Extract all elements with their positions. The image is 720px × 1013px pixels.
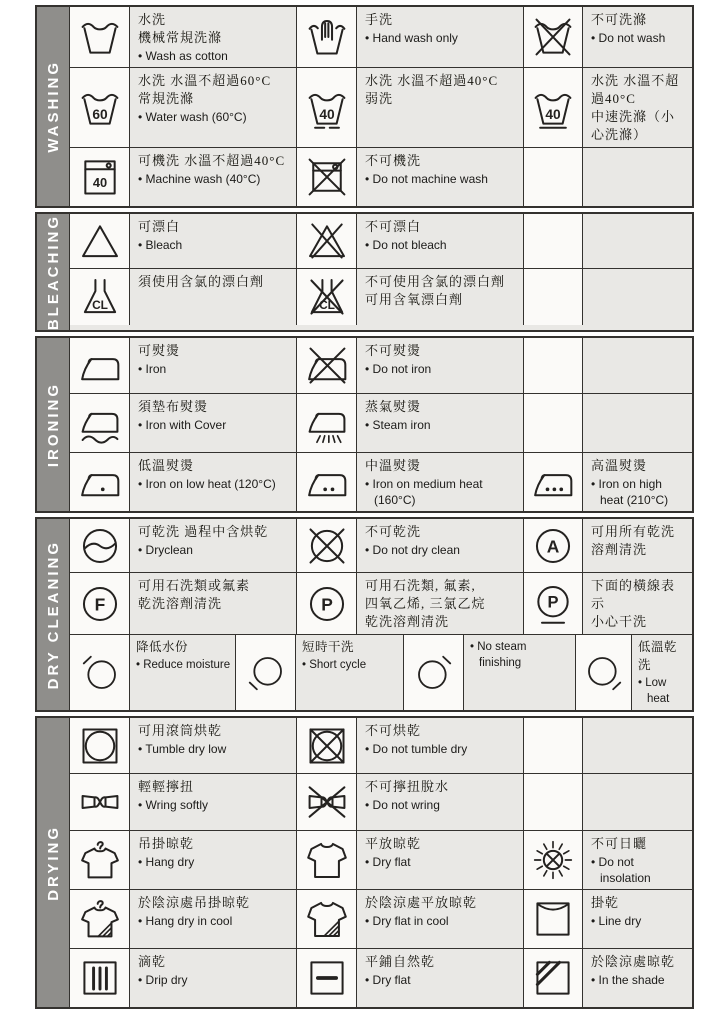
desc-cell <box>129 774 296 830</box>
desc-line: • Tumble dry low <box>138 742 227 757</box>
do-not-sun-icon <box>531 838 575 882</box>
symbol-cell <box>403 635 463 710</box>
desc-line: 於陰涼處平放晾乾 <box>365 895 478 911</box>
iron-high-icon <box>531 460 575 504</box>
section-sidebar-dry-cleaning <box>37 519 70 710</box>
desc-line: 不可洗滌 <box>591 12 648 27</box>
desc-line: 短時干洗 <box>302 640 355 655</box>
empty-desc-cell <box>582 718 692 773</box>
desc-line: • Water wash (60°C) <box>138 110 247 124</box>
do-not-tumble-dry-icon <box>305 724 349 768</box>
symbol-cell <box>70 269 129 325</box>
symbol-cell <box>70 7 129 67</box>
desc-line: 可用所有乾洗溶劑清洗 <box>591 524 676 558</box>
section-dry-cleaning <box>35 517 694 712</box>
iron-low-icon <box>78 460 122 504</box>
desc-cell <box>129 7 296 67</box>
symbol-row <box>70 147 692 206</box>
symbol-cell <box>70 453 129 511</box>
symbol-row <box>70 393 692 452</box>
symbol-cell <box>296 7 356 67</box>
desc-cell <box>582 453 692 511</box>
dry-flat-shirt-icon <box>305 838 349 882</box>
desc-line: 機械常規洗滌 <box>138 30 223 45</box>
desc-cell <box>129 831 296 889</box>
symbol-row <box>70 634 692 710</box>
desc-line: • Bleach <box>138 238 183 252</box>
line-dry-icon <box>531 897 575 941</box>
symbol-cell <box>523 573 582 634</box>
empty-symbol-cell <box>523 148 582 206</box>
svg-text:CL: CL <box>318 297 335 312</box>
desc-line: 蒸氣熨燙 <box>365 399 422 415</box>
symbol-cell <box>70 519 129 572</box>
desc-cell <box>129 890 296 948</box>
desc-line: 手洗 <box>365 12 394 27</box>
svg-text:P: P <box>320 594 333 615</box>
symbol-row <box>70 572 692 634</box>
section-label-dry-cleaning: DRY CLEANING <box>44 540 62 690</box>
desc-line: 四氧乙烯, 三氯乙烷 <box>365 596 486 612</box>
desc-cell <box>129 269 296 325</box>
empty-desc-cell <box>582 214 692 268</box>
desc-line: 水洗 水溫不超過40°C <box>591 73 680 106</box>
desc-line: 弱洗 <box>365 91 394 106</box>
desc-line: • Do not wash <box>591 31 666 45</box>
dry-flat-cool-icon <box>305 897 349 941</box>
symbol-row <box>70 268 692 325</box>
desc-cell <box>356 774 523 830</box>
desc-cell <box>129 635 235 710</box>
no-chlorine-bleach-icon <box>305 275 349 319</box>
section-drying <box>35 716 694 1009</box>
desc-cell <box>356 949 523 1007</box>
desc-line: • Steam iron <box>365 418 431 433</box>
desc-line: • Wash as cotton <box>138 49 228 63</box>
empty-symbol-cell <box>523 269 582 325</box>
symbol-row <box>70 452 692 511</box>
desc-line: 下面的橫線表示 <box>591 578 676 612</box>
desc-cell <box>129 453 296 511</box>
desc-line: 可用滾筒烘乾 <box>138 723 223 739</box>
desc-line: • Iron on low heat (120°C) <box>138 477 276 492</box>
desc-cell <box>295 635 403 710</box>
symbol-cell <box>296 831 356 889</box>
section-label-bleaching: BLEACHING <box>44 214 62 331</box>
desc-line: 不可烘乾 <box>365 723 422 739</box>
dryclean-f-icon <box>78 582 122 626</box>
desc-cell <box>356 573 523 634</box>
desc-line: • Low heat <box>638 677 670 706</box>
desc-line: 高溫熨燙 <box>591 458 648 474</box>
symbol-cell <box>70 774 129 830</box>
section-sidebar-ironing <box>37 338 70 511</box>
section-rows <box>70 718 692 1007</box>
desc-cell <box>582 7 692 67</box>
section-washing <box>35 5 694 208</box>
do-not-iron-icon <box>305 344 349 388</box>
desc-line: • Dry flat <box>365 973 411 988</box>
desc-cell <box>356 68 523 147</box>
symbol-cell <box>523 519 582 572</box>
empty-symbol-cell <box>523 338 582 393</box>
desc-cell <box>356 148 523 206</box>
svg-text:F: F <box>94 594 105 615</box>
desc-cell <box>582 890 692 948</box>
desc-line: 可用石洗類或氟素 <box>138 578 251 594</box>
desc-line: 可用含氧漂白劑 <box>365 292 464 307</box>
desc-line: • Dry flat in cool <box>365 914 449 929</box>
desc-line: 不可日曬 <box>591 836 648 852</box>
symbol-cell <box>575 635 631 710</box>
desc-line: 滴乾 <box>138 954 167 970</box>
desc-line: 平放晾乾 <box>365 836 422 852</box>
symbol-row <box>70 889 692 948</box>
do-not-machine-wash-icon <box>305 155 349 199</box>
svg-text:40: 40 <box>318 106 335 122</box>
desc-cell <box>356 453 523 511</box>
desc-line: 不可擰扭脫水 <box>365 779 450 795</box>
desc-line: • Iron on medium heat (160°C) <box>365 477 483 508</box>
section-rows <box>70 338 692 511</box>
desc-line: 不可使用含氯的漂白劑 <box>365 274 506 289</box>
desc-cell <box>356 519 523 572</box>
desc-line: • Do not iron <box>365 362 432 377</box>
symbol-cell <box>70 68 129 147</box>
desc-line: 不可機洗 <box>365 153 422 168</box>
symbol-cell <box>70 831 129 889</box>
desc-cell <box>129 148 296 206</box>
symbol-row <box>70 718 692 773</box>
dryclean-circle-icon <box>78 524 122 568</box>
section-label-washing: WASHING <box>44 60 62 153</box>
symbol-cell <box>70 338 129 393</box>
desc-cell <box>356 890 523 948</box>
steam-iron-icon <box>305 401 349 445</box>
reduce-moisture-icon <box>80 653 120 693</box>
empty-desc-cell <box>582 394 692 452</box>
desc-line: • Do not tumble dry <box>365 742 468 757</box>
desc-line: • No steam finishing <box>470 641 527 670</box>
desc-cell <box>582 573 692 634</box>
desc-line: • Dryclean <box>138 543 193 558</box>
symbol-cell <box>70 890 129 948</box>
desc-line: 常規洗滌 <box>138 91 195 106</box>
section-rows <box>70 7 692 206</box>
desc-cell <box>356 269 523 325</box>
tumble-dry-icon <box>78 724 122 768</box>
dryclean-a-icon <box>531 524 575 568</box>
symbol-cell <box>70 718 129 773</box>
desc-cell <box>129 718 296 773</box>
section-ironing <box>35 336 694 513</box>
symbol-cell <box>70 214 129 268</box>
symbol-row <box>70 67 692 147</box>
symbol-cell <box>296 214 356 268</box>
desc-cell <box>463 635 575 710</box>
wash-40-gentle-icon <box>305 86 349 130</box>
symbol-cell <box>70 394 129 452</box>
hang-dry-icon <box>78 838 122 882</box>
desc-cell <box>582 831 692 889</box>
desc-line: • Dry flat <box>365 855 411 870</box>
section-label-ironing: IRONING <box>44 382 62 468</box>
desc-line: • Reduce moisture <box>136 659 231 672</box>
desc-cell <box>356 831 523 889</box>
desc-cell <box>129 214 296 268</box>
wash-60-icon <box>78 86 122 130</box>
do-not-dryclean-icon <box>305 524 349 568</box>
desc-line: • Do not dry clean <box>365 543 460 558</box>
symbol-cell <box>296 949 356 1007</box>
desc-line: 小心干洗 <box>591 614 648 630</box>
symbol-cell <box>523 7 582 67</box>
desc-line: • Do not bleach <box>365 238 447 252</box>
empty-symbol-cell <box>523 394 582 452</box>
desc-line: 水洗 水溫不超過40°C <box>365 73 499 88</box>
desc-line: • Drip dry <box>138 973 188 988</box>
symbol-cell <box>523 890 582 948</box>
desc-line: • Iron on high heat (210°C) <box>591 477 669 508</box>
svg-text:60: 60 <box>91 106 108 122</box>
desc-line: • Hang dry <box>138 855 195 870</box>
machine-wash-40-icon <box>78 155 122 199</box>
empty-desc-cell <box>582 148 692 206</box>
desc-cell <box>129 394 296 452</box>
desc-line: 須使用含氯的漂白劑 <box>138 274 265 289</box>
dryclean-p-gentle-icon <box>531 582 575 626</box>
wring-icon <box>78 780 122 824</box>
symbol-row <box>70 773 692 830</box>
desc-cell <box>129 573 296 634</box>
desc-line: 不可熨燙 <box>365 343 422 359</box>
symbol-cell <box>296 394 356 452</box>
desc-line: 中速洗滌（小心洗滌） <box>591 109 676 142</box>
symbol-cell <box>70 949 129 1007</box>
symbol-cell <box>296 338 356 393</box>
do-not-bleach-icon <box>305 219 349 263</box>
section-label-drying: DRYING <box>44 824 62 901</box>
desc-line: • Iron <box>138 362 167 377</box>
no-steam-icon <box>414 653 454 693</box>
iron-medium-icon <box>305 460 349 504</box>
wash-40-medium-icon <box>531 86 575 130</box>
symbol-cell <box>70 635 129 710</box>
desc-cell <box>582 68 692 147</box>
empty-desc-cell <box>582 338 692 393</box>
desc-line: 乾洗溶劑清洗 <box>138 596 223 612</box>
section-sidebar-washing <box>37 7 70 206</box>
desc-cell <box>631 635 692 710</box>
desc-line: 平鋪自然乾 <box>365 954 436 970</box>
desc-line: • Hang dry in cool <box>138 914 233 929</box>
svg-text:40: 40 <box>545 106 561 122</box>
dryclean-p-icon <box>305 582 349 626</box>
desc-line: 可用石洗類, 氟素, <box>365 578 476 594</box>
desc-cell <box>356 214 523 268</box>
symbol-cell <box>296 718 356 773</box>
empty-symbol-cell <box>523 774 582 830</box>
desc-line: • In the shade <box>591 973 665 988</box>
section-sidebar-bleaching <box>37 214 70 330</box>
symbol-cell <box>296 890 356 948</box>
desc-line: 不可漂白 <box>365 219 422 234</box>
symbol-cell <box>296 269 356 325</box>
symbol-row <box>70 519 692 572</box>
desc-line: 不可乾洗 <box>365 524 422 540</box>
desc-line: 於陰涼處晾乾 <box>591 954 676 970</box>
desc-line: 可機洗 水溫不超過40°C <box>138 153 286 168</box>
do-not-wring-icon <box>305 780 349 824</box>
desc-line: 可熨燙 <box>138 343 181 359</box>
desc-line: 輕輕擰扭 <box>138 779 195 795</box>
wash-tub-icon <box>78 15 122 59</box>
desc-line: 降低水份 <box>136 640 189 655</box>
desc-line: • Short cycle <box>302 659 367 672</box>
symbol-cell <box>296 774 356 830</box>
desc-line: • Do not insolation <box>591 855 651 886</box>
svg-text:A: A <box>546 536 560 557</box>
symbol-row <box>70 7 692 67</box>
desc-cell <box>356 394 523 452</box>
desc-cell <box>356 7 523 67</box>
desc-line: 低溫乾洗 <box>638 640 678 673</box>
desc-line: 乾洗溶劑清洗 <box>365 614 450 630</box>
desc-line: 可乾洗 過程中含烘乾 <box>138 524 269 540</box>
section-bleaching <box>35 212 694 332</box>
desc-line: 須墊布熨燙 <box>138 399 209 415</box>
desc-cell <box>129 519 296 572</box>
symbol-cell <box>296 68 356 147</box>
dry-flat-icon <box>305 956 349 1000</box>
empty-symbol-cell <box>523 718 582 773</box>
symbol-cell <box>70 148 129 206</box>
hand-wash-icon <box>305 15 349 59</box>
desc-cell <box>129 949 296 1007</box>
symbol-cell <box>70 573 129 634</box>
symbol-cell <box>523 453 582 511</box>
do-not-wash-icon <box>531 15 575 59</box>
desc-line: 低溫熨燙 <box>138 458 195 474</box>
empty-desc-cell <box>582 774 692 830</box>
desc-line: • Do not machine wash <box>365 172 488 186</box>
desc-line: 於陰涼處吊掛晾乾 <box>138 895 251 911</box>
in-shade-icon <box>531 956 575 1000</box>
iron-with-cover-icon <box>78 401 122 445</box>
desc-line: • Hand wash only <box>365 31 458 45</box>
section-rows <box>70 519 692 710</box>
desc-cell <box>129 338 296 393</box>
desc-line: 水洗 水溫不超過60°C <box>138 73 272 88</box>
symbol-row <box>70 338 692 393</box>
symbol-row <box>70 948 692 1007</box>
drip-dry-icon <box>78 956 122 1000</box>
desc-line: • Line dry <box>591 914 642 929</box>
symbol-cell <box>296 519 356 572</box>
bleach-triangle-icon <box>78 219 122 263</box>
care-symbols-table <box>35 5 694 1013</box>
section-rows <box>70 214 692 330</box>
desc-line: • Machine wash (40°C) <box>138 172 261 186</box>
desc-cell <box>582 949 692 1007</box>
low-heat-icon <box>584 653 624 693</box>
hang-dry-cool-icon <box>78 897 122 941</box>
iron-icon <box>78 344 122 388</box>
svg-text:P: P <box>547 593 559 612</box>
short-cycle-icon <box>246 653 286 693</box>
symbol-cell <box>296 148 356 206</box>
symbol-cell <box>296 573 356 634</box>
desc-line: • Do not wring <box>365 798 440 813</box>
desc-line: 掛乾 <box>591 895 620 911</box>
symbol-cell <box>523 949 582 1007</box>
section-sidebar-drying <box>37 718 70 1007</box>
symbol-cell <box>523 831 582 889</box>
desc-cell <box>356 718 523 773</box>
desc-line: 中溫熨燙 <box>365 458 422 474</box>
desc-cell <box>129 68 296 147</box>
desc-line: 水洗 <box>138 12 167 27</box>
symbol-cell <box>296 453 356 511</box>
desc-line: 可漂白 <box>138 219 181 234</box>
desc-line: • Iron with Cover <box>138 418 227 433</box>
desc-cell <box>582 519 692 572</box>
chlorine-bleach-icon <box>78 275 122 319</box>
symbol-row <box>70 830 692 889</box>
desc-line: 吊掛晾乾 <box>138 836 195 852</box>
svg-text:40: 40 <box>92 175 107 191</box>
desc-line: • Wring softly <box>138 798 208 813</box>
symbol-row <box>70 214 692 268</box>
symbol-cell <box>523 68 582 147</box>
empty-symbol-cell <box>523 214 582 268</box>
symbol-cell <box>235 635 295 710</box>
svg-text:CL: CL <box>91 297 108 312</box>
empty-desc-cell <box>582 269 692 325</box>
desc-cell <box>356 338 523 393</box>
